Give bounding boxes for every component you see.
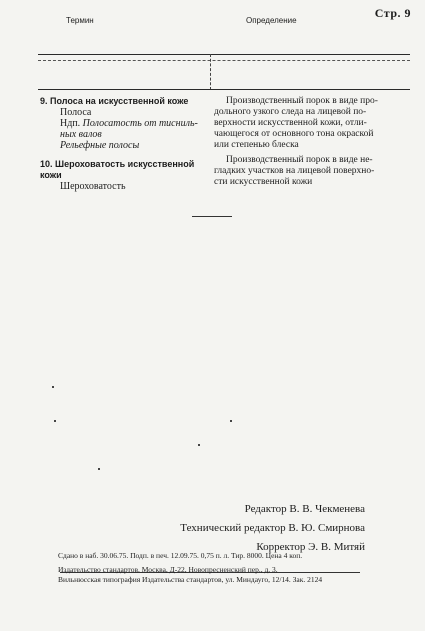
term-title xyxy=(40,159,208,170)
definition-entry-10 xyxy=(214,155,410,188)
column-divider xyxy=(210,54,211,90)
imprint-block xyxy=(58,551,322,585)
term-entry-9 xyxy=(40,96,208,151)
definition-column xyxy=(214,96,410,188)
scan-speck xyxy=(98,468,100,470)
imprint-line: Вильнюсская типография Издательства стандартов, ул. Миндауго, 12/14. Зак. 2124 xyxy=(58,575,323,584)
table-header xyxy=(38,54,410,90)
header-rule-dashed xyxy=(38,60,410,61)
scan-speck xyxy=(198,444,200,446)
definition-entry-9 xyxy=(214,96,410,151)
end-of-table-rule xyxy=(192,216,232,217)
deprecated-prefix: Ндп. xyxy=(60,118,81,129)
definition-line: дольного узкого следа на лицевой по- xyxy=(214,107,367,117)
credits-block xyxy=(180,500,365,557)
term-name: Шероховатость искусственной xyxy=(55,159,195,169)
imprint-line: Сдано в наб. 30.06.75. Подп. в печ. 12.09.75. 0,75 п. л. Тир. 8000. Цена 4 коп. xyxy=(58,551,303,560)
deprecated-term-text: ных валов xyxy=(60,129,102,140)
column-header-definition: Определение xyxy=(246,16,297,25)
term-synonym: Полоса xyxy=(60,107,92,118)
header-rule-bottom xyxy=(38,89,410,90)
column-header-term: Термин xyxy=(66,16,94,25)
deprecated-term xyxy=(40,118,208,129)
editor-credit: Редактор В. В. Чекменева xyxy=(244,503,365,515)
scan-speck xyxy=(52,386,54,388)
definition-line: или степенью блеска xyxy=(214,140,299,150)
term-name: Полоса на искусственной коже xyxy=(50,96,189,106)
header-rule-top xyxy=(38,54,410,55)
deprecated-term-text: Полосатость от тисниль- xyxy=(82,118,198,129)
term-entry-10 xyxy=(40,159,208,192)
definition-line: Производственный порок в виде про- xyxy=(226,96,378,106)
spacer xyxy=(40,151,208,159)
definition-line: гладких участков на лицевой поверхно- xyxy=(214,166,375,176)
term-number: 9. xyxy=(40,96,48,106)
term-column xyxy=(40,96,208,192)
page-number: Стр. 9 xyxy=(374,6,411,20)
term-name-continued: кожи xyxy=(40,170,62,180)
scan-speck xyxy=(54,420,56,422)
tech-editor-credit: Технический редактор В. Ю. Смирнова xyxy=(180,522,365,534)
definition-line: верхности искусственной кожи, отли- xyxy=(214,118,367,128)
term-synonym: Шероховатость xyxy=(60,181,126,192)
term-title xyxy=(40,96,208,107)
deprecated-term-text: Рельефные полосы xyxy=(60,140,140,151)
scan-speck xyxy=(230,420,232,422)
definition-line: сти искусственной кожи xyxy=(214,177,313,187)
term-number: 10. xyxy=(40,159,53,169)
imprint-line: Издательство стандартов. Москва, Д-22, Новопресненский пер., д. 3. xyxy=(58,565,278,574)
corrector-credit: Корректор Э. В. Митяй xyxy=(256,541,365,553)
definition-line: чающегося от основного тона окраской xyxy=(214,129,374,139)
definition-line: Производственный порок в виде не- xyxy=(226,155,373,165)
